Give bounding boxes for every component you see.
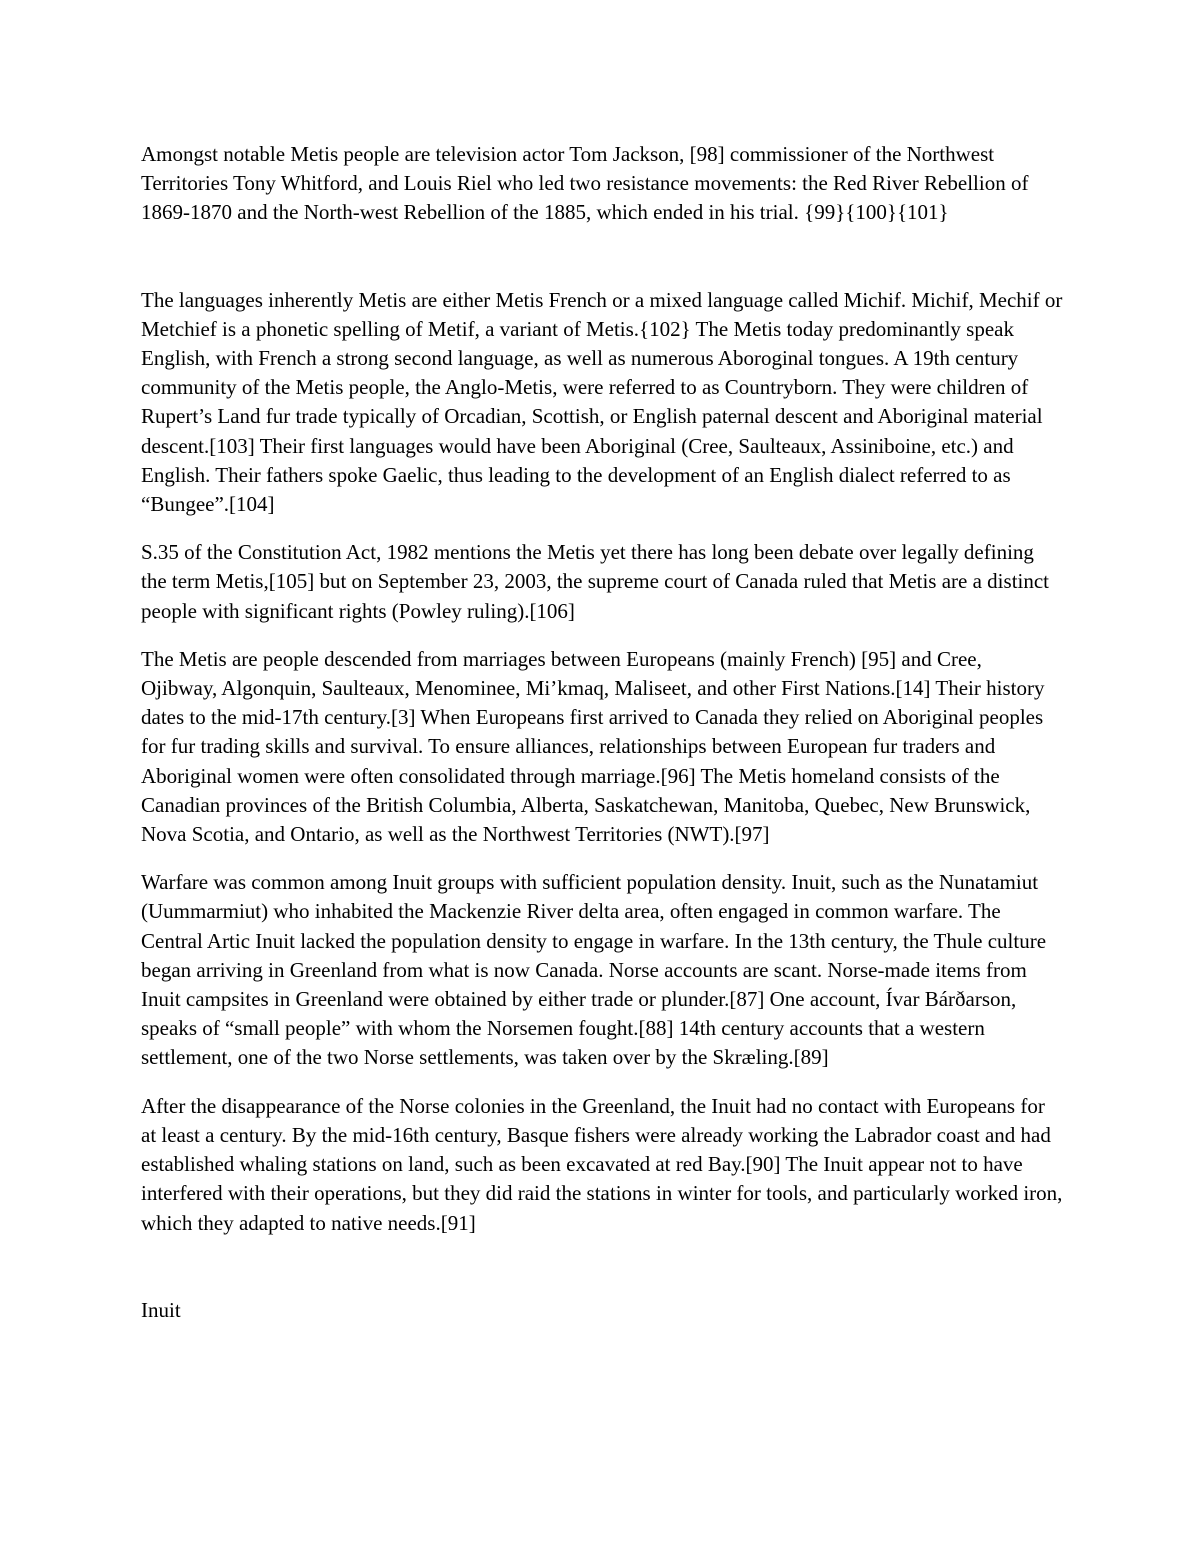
paragraph-inuit-warfare: Warfare was common among Inuit groups with sufficient population density. Inuit, such as the Nunatamiut (Uummarmiut) who inhabited the Mackenzie River delta area, often engaged in common warfare. The Central Artic Inuit lacked the population density to engage in warfare. In the 13th century, the Thule culture began arriving in Greenland from what is now Canada. Norse accounts are scant. Norse-made items from Inuit campsites in Greenland were obtained by either trade or plunder.[87] One account, Ívar Bárðarson, speaks of “small people” with whom the Norsemen fought.[88] 14th century accounts that a western settlement, one of the two Norse settlements, was taken over by the Skræling.[89] [141, 870, 1047, 1070]
paragraph-spacer [141, 1073, 1063, 1092]
paragraph-metis-origins: The Metis are people descended from marriages between Europeans (mainly French) [95] and Cree, Ojibway, Algonquin, Saulteaux, Menominee, Mi’kmaq, Maliseet, and other First Nations.[14] Their history dates to the mid-17th century.[3] When Europeans first arrived to Canada they relied on Aboriginal peoples for fur trading skills and survival. To ensure alliances, relationships between European fur traders and Aboriginal women were often consolidated through marriage.[96] The Metis homeland consists of the Canadian provinces of the British Columbia, Alberta, Saskatchewan, Manitoba, Quebec, New Brunswick, Nova Scotia, and Ontario, as well as the Northwest Territories (NWT).[97] [141, 646, 1045, 847]
paragraph-inuit-heading: Inuit [141, 1297, 181, 1322]
paragraph-spacer [141, 626, 1063, 645]
paragraph-constitution-act: S.35 of the Constitution Act, 1982 mentions the Metis yet there has long been debate over legally defining the term Metis,[105] but on September 23, 2003, the supreme court of Canada ruled that Metis are a distinct people with significant rights (Powley ruling).[106] [141, 540, 1050, 623]
paragraph-spacer [141, 849, 1063, 868]
paragraph-spacer [141, 228, 1063, 286]
paragraph-norse-disappearance: After the disappearance of the Norse colonies in the Greenland, the Inuit had no contact with Europeans for at least a century. By the mid-16th century, Basque fishers were already working the Labrador coast and had established whaling stations on land, such as been excavated at red Bay.[90] The Inuit appear not to have interfered with their operations, but they did raid the stations in winter for tools, and particularly worked iron, which they adapted to native needs.[91] [141, 1093, 1063, 1235]
document-body [141, 140, 1063, 1325]
paragraph-metis-languages: The languages inherently Metis are either Metis French or a mixed language called Michif. Michif, Mechif or Metchief is a phonetic spelling of Metif, a variant of Metis.{102} The Metis today predominantly speak English, with French a strong second language, as well as numerous Aboroginal tongues. A 19th century community of the Metis people, the Anglo-Metis, were referred to as Countryborn. They were children of Rupert’s Land fur trade typically of Orcadian, Scottish, or English paternal descent and Aboriginal material descent.[103] Their first languages would have been Aboriginal (Cree, Saulteaux, Assiniboine, etc.) and English. Their fathers spoke Gaelic, thus leading to the development of an English dialect referred to as “Bungee”.[104] [141, 287, 1063, 517]
paragraph-notable-metis: Amongst notable Metis people are television actor Tom Jackson, [98] commissioner of the Northwest Territories Tony Whitford, and Louis Riel who led two resistance movements: the Red River Rebellion of 1869-1870 and the North-west Rebellion of the 1885, which ended in his trial. {99}{100}{101} [141, 142, 1029, 225]
paragraph-spacer [141, 1238, 1063, 1296]
paragraph-spacer [141, 519, 1063, 538]
